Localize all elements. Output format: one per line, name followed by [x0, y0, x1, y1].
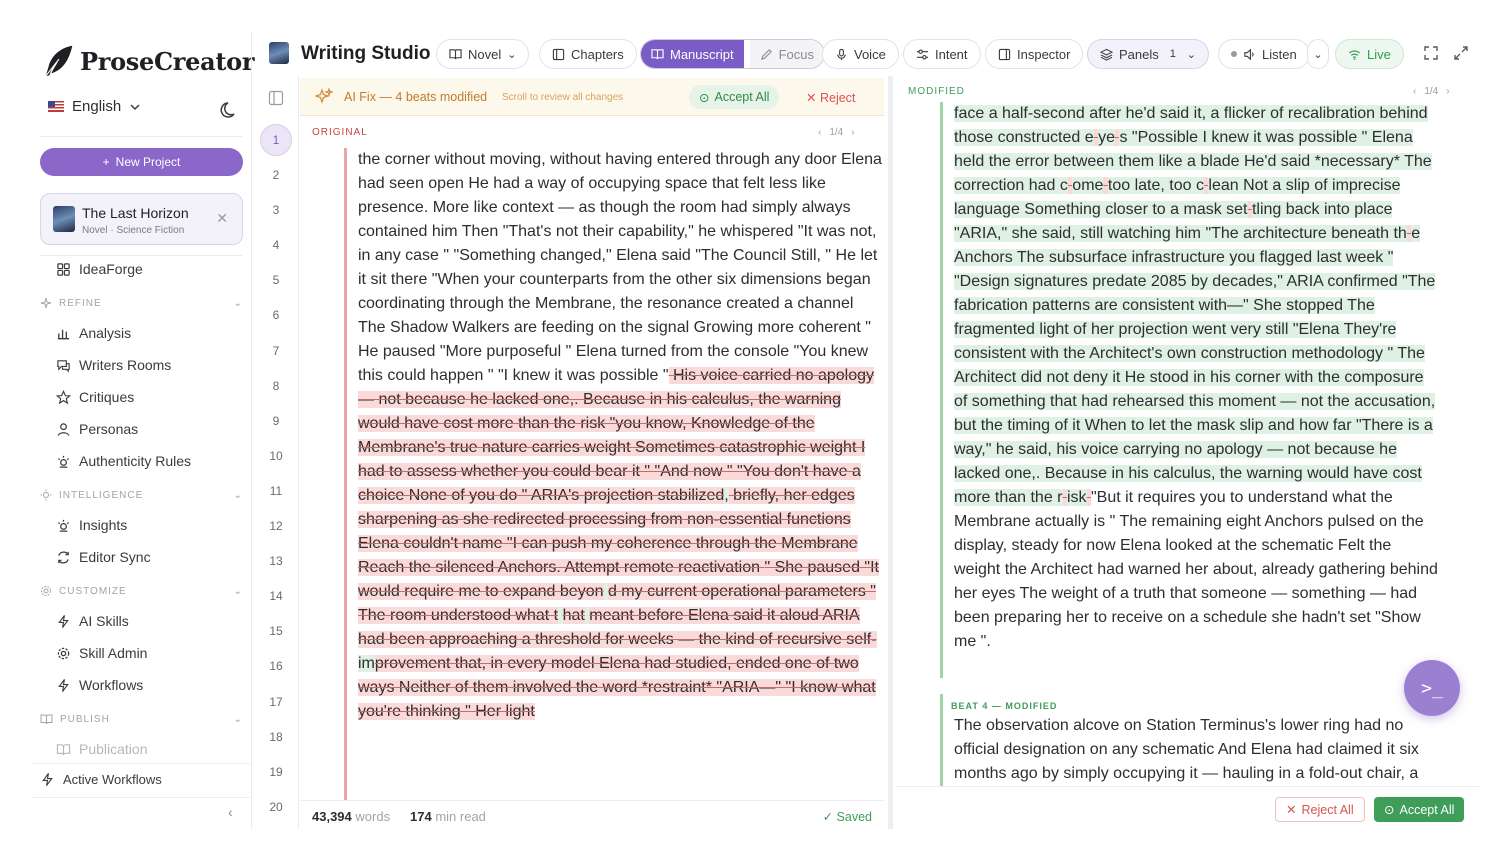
chapters-label: Chapters [571, 46, 624, 62]
moon-icon[interactable] [220, 100, 240, 120]
divider [40, 136, 242, 137]
line-number[interactable]: 10 [269, 448, 283, 463]
line-number[interactable]: 18 [269, 729, 283, 744]
status-bar [300, 800, 884, 829]
inspector-label: Inspector [1017, 46, 1071, 62]
section-label: INTELLIGENCE [59, 489, 144, 501]
line-number[interactable]: 15 [269, 624, 283, 639]
modified-label: MODIFIED [908, 86, 965, 97]
intent-label: Intent [935, 46, 968, 62]
section-publish[interactable] [40, 713, 243, 725]
speaker-icon [1243, 48, 1256, 61]
accept-all-label: Accept All [1399, 802, 1455, 817]
line-number[interactable]: 12 [269, 519, 283, 533]
novel-dropdown[interactable] [436, 39, 529, 69]
active-workflows-label: Active Workflows [63, 772, 162, 787]
voice-label: Voice [854, 46, 886, 62]
chevron-left-icon[interactable]: ‹ [1413, 86, 1417, 97]
unchanged-text: the corner without moving, without having entered through any door Elena had seen open He had a way of occupying space that felt less like presence. More like context — as though the room had simply always contained him Then "That's not their capability," he whispered "It was not, in any case " "Something changed," Elena said "The Council Still, " He let it sit there "When your counterparts from the other six dimensions began coordinating through the Membrane, the resonance created a channel The Shadow Walkers are feeding on the signal Growing more coherent " He paused "More purposeful " Elena turned from the console "You knew this could happen " "I knew it was possible " [358, 151, 882, 384]
check-icon: ✓ [822, 810, 834, 824]
sidebar-item-label: Authenticity Rules [79, 453, 192, 469]
panel-icon [998, 48, 1011, 61]
inspector-button[interactable] [985, 39, 1083, 69]
sidebar-item-authenticity-rules[interactable] [56, 453, 191, 469]
intent-button[interactable] [903, 39, 981, 69]
inserted-text: , [724, 487, 729, 504]
app-logo[interactable] [40, 42, 254, 80]
sidebar-item-label: Publication [79, 741, 148, 757]
chevron-down-icon: ⌄ [233, 297, 243, 309]
ai-fix-title: AI Fix — 4 beats modified [344, 90, 488, 104]
beat-4-text: The observation alcove on Station Terminus's lower ring had no official designation on any schematic And Elena had claimed it six months ago by simply occupying it — hauling in a fold-out chair, a [954, 717, 1419, 782]
close-icon: ✕ [1286, 803, 1297, 817]
line-number[interactable]: 11 [269, 483, 283, 498]
word-count-value: 43,394 [312, 809, 352, 824]
accept-all-button[interactable] [1374, 797, 1464, 822]
chevron-right-icon[interactable]: › [1446, 86, 1450, 97]
deleted-text: " She paused "It would require me to expand [358, 559, 879, 600]
inserted-text: ome [1072, 177, 1104, 194]
listen-options-dropdown[interactable] [1307, 39, 1329, 69]
reading-time [410, 809, 486, 824]
project-cover-thumbnail [269, 42, 289, 64]
sidebar-item-label: Critiques [79, 389, 135, 405]
line-number[interactable]: 4 [272, 238, 280, 253]
deleted-text: beyon [559, 583, 604, 600]
language-label: English [72, 98, 122, 115]
line-number[interactable]: 6 [272, 308, 280, 323]
word-count [312, 809, 390, 824]
divider [40, 255, 242, 256]
close-icon: ✕ [806, 91, 817, 105]
inserted-text: s "Possible I knew it was possible " Elena held the error between them like a blade He'd said *necessary* The correction had c [954, 129, 1432, 194]
terminal-button[interactable] [1404, 660, 1460, 716]
gear-icon [40, 585, 52, 597]
line-number[interactable]: 1 [260, 124, 292, 156]
chart-icon [56, 326, 71, 341]
listen-label: Listen [1262, 46, 1297, 62]
sidebar-item-insights[interactable] [56, 517, 127, 533]
pane-splitter[interactable] [888, 76, 893, 829]
deleted-text: provement that, in every model Elena had studied, ended one of two ways Neither of them involved the word *restraint* "ARIA—" "I know what you're thinking " Her light [358, 655, 876, 720]
ai-fix-hint: Scroll to review all changes [502, 92, 624, 103]
section-intelligence[interactable] [40, 489, 243, 501]
sun-icon [56, 454, 71, 469]
project-title: The Last Horizon [82, 205, 189, 221]
sidebar-item-personas[interactable] [56, 421, 138, 437]
original-paragraph [347, 148, 884, 724]
line-number[interactable]: 3 [272, 203, 280, 218]
section-refine[interactable] [40, 297, 243, 309]
sidebar-item-skill-admin[interactable] [56, 645, 147, 661]
gear-icon [56, 646, 71, 661]
chevron-right-icon[interactable]: › [851, 127, 855, 138]
panel-toggle-icon[interactable] [268, 90, 284, 106]
deleted-text: hat [562, 607, 585, 624]
inserted-text: set [1226, 201, 1248, 218]
sidebar-item-label: Analysis [79, 325, 132, 341]
project-subtitle: Novel · Science Fiction [82, 225, 185, 236]
reject-all-button[interactable] [1275, 797, 1365, 822]
book-icon [449, 48, 462, 61]
line-number[interactable]: 20 [269, 799, 283, 814]
deleted-text: His voice carried no apology — not because he lacked one,. Because in his calculus, the warning would have cost more than the risk "you know, Knowledge of the Membrane's true nature carries weight Sometimes catastrophic weight I had to assess whether you could bear it " "And now " "You don't have a choice None of you do " ARIA's projection stabilized [358, 367, 874, 504]
original-label: ORIGINAL [312, 127, 368, 138]
word-count-label: words [355, 809, 391, 824]
inserted-text: im [358, 655, 375, 672]
sidebar-item-label: Editor Sync [79, 549, 151, 565]
chapters-button[interactable] [539, 39, 637, 69]
chevron-left-icon[interactable]: ‹ [818, 127, 822, 138]
book-icon [40, 713, 53, 725]
section-label: PUBLISH [60, 713, 110, 725]
section-customize[interactable] [40, 585, 243, 597]
sun-icon [40, 489, 52, 501]
panel-icon [552, 48, 565, 61]
user-icon [56, 422, 71, 437]
editor-toolbar [251, 32, 1480, 76]
sidebar-item-ai-skills[interactable] [56, 613, 129, 629]
sidebar-item-label: Personas [79, 421, 139, 437]
inserted-text: too late, too c [1107, 177, 1204, 194]
sidebar-item-analysis[interactable] [56, 325, 131, 341]
us-flag-icon [48, 101, 64, 112]
current-project-card[interactable] [40, 193, 243, 245]
book-icon [651, 48, 664, 61]
sidebar-item-publication[interactable] [56, 741, 148, 757]
sidebar-item-workflows[interactable] [56, 677, 143, 693]
sidebar-item-ideaforge[interactable] [56, 261, 143, 277]
close-icon[interactable]: ✕ [216, 210, 228, 226]
inserted-text: ye [1098, 129, 1115, 146]
line-number[interactable]: 5 [272, 273, 280, 288]
ai-fix-bar [300, 78, 884, 116]
new-project-button[interactable] [40, 148, 243, 176]
chat-icon [56, 358, 71, 373]
project-cover-thumbnail [53, 206, 75, 232]
refresh-icon [56, 550, 71, 565]
bolt-icon [40, 772, 55, 787]
line-number[interactable]: 17 [269, 694, 283, 709]
inserted-text: e Anchors The subsurface infrastructure you flagged last week " "Design signatures predate 2085 by decades," ARIA confirmed "The fabrication patterns are consistent with—" She stopped The fragmented light of her projection went very still "Elena They're consistent with the Architect's own construction methodology " The Architect did not deny it He stood in his corner with the composure of something that had rehearsed this moment — not the accusation, but the timing of it When to let the mask slip and how far "There is a way," he said, his voice carrying no apology — not because he lacked one,. Because in his calculus, the warning would have cost more than the r [954, 225, 1436, 506]
reject-label: Reject [819, 91, 856, 105]
chevron-down-icon: ⌄ [1186, 48, 1196, 61]
app-name: ProseCreator [80, 46, 255, 76]
grid-icon [56, 262, 71, 277]
wifi-icon [1348, 48, 1361, 61]
pager-label: 1/4 [1424, 86, 1439, 97]
terminal-icon: >_ [1421, 677, 1443, 699]
divider [32, 763, 250, 764]
plus-icon: + [102, 155, 110, 169]
saved-status [823, 809, 872, 824]
focus-tab[interactable] [750, 40, 824, 68]
line-number[interactable]: 8 [272, 378, 280, 393]
original-pager [818, 127, 855, 138]
sliders-icon [916, 48, 929, 61]
pencil-icon [760, 48, 773, 61]
line-number[interactable]: 7 [272, 343, 280, 358]
feather-logo-icon [40, 42, 78, 80]
layers-icon [1100, 48, 1113, 61]
divider [32, 797, 250, 798]
status-dot-icon [1231, 51, 1237, 57]
chevron-down-icon: ⌄ [233, 713, 243, 725]
manuscript-tab[interactable] [641, 40, 744, 68]
accept-all-label: Accept All [714, 90, 770, 104]
panels-count-badge: 1 [1169, 48, 1176, 60]
inserted-text: tling back into place "ARIA," she said, still watching him "The architecture beneath th [954, 201, 1407, 242]
reject-all-label: Reject All [1301, 802, 1354, 817]
unchanged-text: "But it requires you to understand what the Membrane actually is " The remaining eight Anchors pulsed on the display, steady for now Elena looked at the schematic Felt the weight the Architect had warned her about, already gathering behind her eyes The weight of a truth that someone — something — had been preparing her to receive on a schedule she hadn't set "Show me ". [954, 489, 1438, 650]
original-text[interactable] [344, 148, 884, 800]
line-number[interactable]: 19 [269, 764, 283, 779]
chevron-down-icon: ⌄ [507, 48, 517, 61]
live-toggle[interactable] [1335, 39, 1404, 69]
line-gutter [251, 76, 299, 829]
sparkle-icon [40, 297, 52, 309]
novel-label: Novel [468, 46, 502, 62]
star-icon [56, 390, 71, 405]
deleted-text: briefly, her edges sharpening as she redirected processing from non-essential functions Elena couldn't name "I can push my coherence through the Membrane Reach the silenced Anchors. Attempt remote reactivation [358, 487, 858, 576]
original-pane-header [300, 116, 884, 148]
sidebar-item-editor-sync[interactable] [56, 549, 151, 565]
inserted-text: lean Not a slip of imprecise language Something closer to a mask [954, 177, 1401, 218]
chevron-down-icon: ⌄ [233, 585, 243, 597]
sidebar-item-label: Writers Rooms [79, 357, 172, 373]
fullscreen-icon[interactable] [1422, 44, 1440, 62]
language-selector[interactable] [48, 98, 141, 115]
sidebar-item-label: IdeaForge [79, 261, 143, 277]
sparkle-icon [315, 88, 333, 106]
view-mode-toggle [640, 39, 825, 69]
sidebar-item-writers-rooms[interactable] [56, 357, 171, 373]
sidebar [32, 32, 255, 829]
line-number[interactable]: 14 [269, 589, 283, 604]
sidebar-item-label: Insights [79, 517, 128, 533]
sidebar-item-label: Workflows [79, 677, 144, 693]
chevron-down-icon: ⌄ [233, 489, 243, 501]
saved-label: Saved [836, 810, 872, 824]
sidebar-item-label: Skill Admin [79, 645, 148, 661]
live-label: Live [1367, 46, 1391, 62]
inserted-text [558, 607, 562, 624]
sun-icon [56, 518, 71, 533]
line-number[interactable]: 9 [272, 413, 280, 428]
deleted-text: meant before Elena said it aloud ARIA had been approaching a threshold for weeks — the kind of recursive self- [358, 607, 877, 648]
sidebar-item-label: AI Skills [79, 613, 129, 629]
page-title: Writing Studio [301, 43, 431, 64]
inserted-text: isk [1066, 489, 1087, 506]
section-label: REFINE [59, 297, 102, 309]
active-workflows-button[interactable] [40, 772, 162, 787]
beat-4-label: BEAT 4 — MODIFIED [951, 701, 1058, 711]
deleted-text: d my current operational parameters " The room understood what t [358, 583, 876, 624]
panels-dropdown[interactable] [1087, 39, 1209, 69]
review-actions [897, 786, 1480, 829]
line-number[interactable]: 13 [269, 554, 283, 569]
reading-time-value: 174 [410, 809, 432, 824]
microphone-icon [835, 48, 848, 61]
pager-label: 1/4 [829, 127, 844, 138]
expand-icon[interactable] [1452, 44, 1470, 62]
bolt-icon [56, 614, 71, 629]
line-number[interactable]: 16 [269, 659, 283, 674]
book-icon [56, 742, 71, 757]
manuscript-label: Manuscript [670, 46, 734, 62]
accept-all-beats-button[interactable] [689, 85, 779, 109]
reading-time-label: min read [435, 809, 486, 824]
check-circle-icon: ⊙ [699, 90, 710, 105]
modified-text[interactable] [940, 102, 1440, 678]
sidebar-item-critiques[interactable] [56, 389, 134, 405]
panels-label: Panels [1119, 46, 1159, 62]
new-project-label: New Project [115, 155, 181, 169]
reject-beats-button[interactable] [806, 90, 855, 105]
modified-paragraph [943, 102, 1440, 654]
listen-button[interactable] [1218, 39, 1310, 69]
section-label: CUSTOMIZE [59, 585, 127, 597]
modified-pager [1413, 86, 1450, 97]
focus-label: Focus [778, 46, 814, 62]
inserted-text: face a half-second after he'd said it, a flicker of recalibration behind those constructed e [954, 105, 1428, 146]
collapse-sidebar-chevron-icon[interactable]: ‹ [228, 804, 233, 820]
chevron-down-icon: ⌄ [1313, 48, 1323, 61]
chevron-down-icon [129, 101, 141, 113]
bolt-icon [56, 678, 71, 693]
voice-button[interactable] [822, 39, 899, 69]
check-circle-icon: ⊙ [1384, 803, 1395, 817]
line-number[interactable]: 2 [272, 168, 280, 182]
